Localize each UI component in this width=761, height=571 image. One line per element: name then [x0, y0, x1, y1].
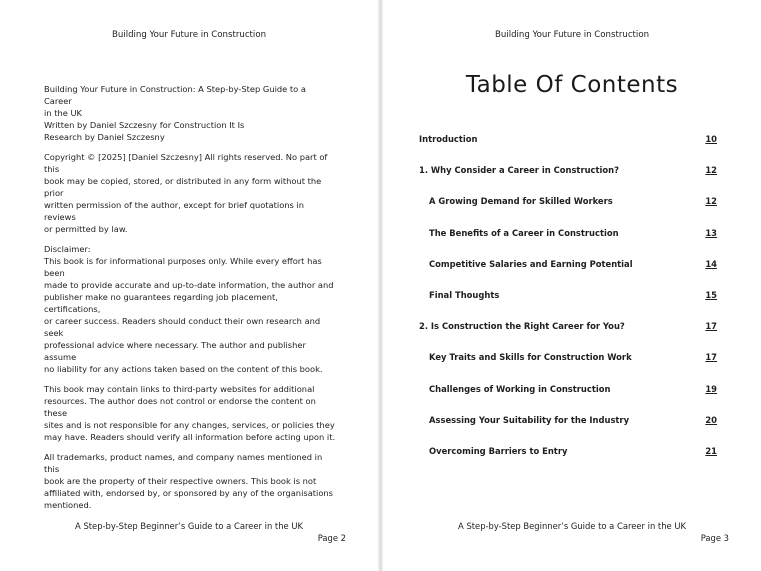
toc-page-link[interactable]: 10: [705, 134, 717, 144]
left-page: [0, 0, 378, 571]
toc-title: Table Of Contents: [465, 72, 679, 98]
running-foot: A Step-by-Step Beginner’s Guide to a Career in the UK: [75, 521, 303, 531]
toc-entry-label: 2. Is Construction the Right Career for You?: [419, 321, 625, 332]
toc-entry-label: The Benefits of a Career in Construction: [429, 227, 619, 238]
title-block: [44, 83, 336, 143]
toc-page-link[interactable]: 14: [705, 258, 717, 269]
toc-page-link[interactable]: 20: [705, 414, 717, 425]
toc-page-link[interactable]: 17: [705, 321, 717, 332]
page-number: Page 3: [700, 533, 729, 543]
toc-entry-benefits[interactable]: [419, 222, 717, 253]
trademark-paragraph: All trademarks, product names, and company names mentioned in this book are the property of their respective owners. This book is not affiliated with, endorsed by, or sponsored by any of the organisations mentioned.: [44, 452, 333, 510]
toc-entry-label: Key Traits and Skills for Construction Work: [429, 352, 632, 363]
toc-entry-label: Assessing Your Suitability for the Industry: [429, 414, 630, 425]
toc-entry-salaries[interactable]: [419, 253, 717, 284]
toc-page-link[interactable]: 19: [705, 383, 717, 394]
toc-entry-growing-demand[interactable]: [419, 190, 717, 221]
running-head: Building Your Future in Construction: [494, 30, 650, 40]
running-foot: A Step-by-Step Beginner’s Guide to a Career in the UK: [458, 521, 686, 531]
table-of-contents: [419, 128, 717, 471]
toc-entry-challenges[interactable]: [419, 378, 717, 409]
toc-entry-chapter-1[interactable]: [419, 159, 717, 190]
toc-entry-label: 1. Why Consider a Career in Construction?: [419, 165, 619, 176]
toc-entry-barriers[interactable]: [419, 440, 717, 471]
toc-entry-suitability[interactable]: [419, 409, 717, 440]
toc-entry-label: Final Thoughts: [429, 289, 500, 300]
author-line: Written by Daniel Szczesny for Construction It Is: [44, 120, 245, 130]
right-page: [383, 0, 761, 571]
toc-entry-label: A Growing Demand for Skilled Workers: [429, 196, 613, 207]
toc-entry-label: Introduction: [419, 134, 478, 144]
title-line: Building Your Future in Construction: A Step-by-Step Guide to a Career: [44, 84, 306, 106]
toc-page-link[interactable]: 21: [705, 445, 717, 456]
toc-entry-final-thoughts[interactable]: [419, 284, 717, 315]
toc-entry-chapter-2[interactable]: [419, 315, 717, 346]
links-paragraph: This book may contain links to third-party websites for additional resources. The author does not control or endorse the content on these sites and is not responsible for any changes, services, or policies they may have. Readers should verify all information before acting upon it.: [44, 384, 336, 442]
running-head: Building Your Future in Construction: [111, 30, 267, 40]
disclaimer-paragraph: Disclaimer: This book is for informational purposes only. While every effort has been made to provide accurate and up-to-date information, the author and publisher make no guarantees regarding job placement, certifications, or career success. Readers should conduct their own research and seek professional advice where necessary. The author and publisher assume no liability for any actions taken based on the content of this book.: [44, 244, 334, 374]
copyright-paragraph: Copyright © [2025] [Daniel Szczesny] All rights reserved. No part of this book may be copied, stored, or distributed in any form without the prior written permission of the author, except for brief quotations in reviews or permitted by law.: [44, 152, 328, 234]
toc-page-link[interactable]: 12: [705, 165, 717, 176]
toc-page-link[interactable]: 12: [705, 196, 717, 207]
research-line: Research by Daniel Szczesny: [44, 132, 165, 142]
toc-entry-key-traits[interactable]: [419, 346, 717, 377]
title-line: in the UK: [44, 108, 82, 118]
toc-entry-introduction[interactable]: [419, 128, 717, 159]
toc-page-link[interactable]: 17: [705, 352, 717, 363]
toc-page-link[interactable]: 15: [705, 289, 717, 300]
toc-entry-label: Challenges of Working in Construction: [429, 383, 611, 394]
page-number: Page 2: [317, 533, 346, 543]
toc-entry-label: Overcoming Barriers to Entry: [429, 445, 568, 456]
toc-entry-label: Competitive Salaries and Earning Potential: [429, 258, 633, 269]
copyright-page-body: [44, 83, 336, 519]
toc-page-link[interactable]: 13: [705, 227, 717, 238]
